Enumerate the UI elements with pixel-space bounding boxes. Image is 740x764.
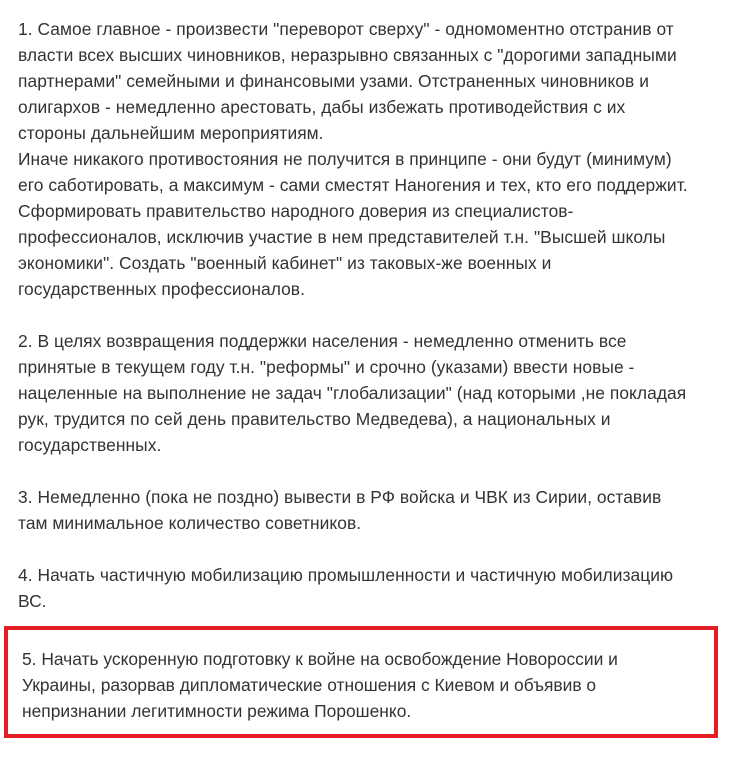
text-line: экономики". Создать "военный кабинет" из таковых-же военных и: [18, 253, 552, 273]
text-line: 2. В целях возвращения поддержки населения - немедленно отменить все: [18, 331, 627, 351]
paragraph-4: [18, 562, 730, 614]
text-line: рук, трудится по сей день правительство Медведева), а национальных и: [18, 409, 611, 429]
document-body: [18, 16, 730, 640]
text-line: Украины, разорвав дипломатические отношения с Киевом и объявив о: [22, 675, 597, 695]
paragraph-5: [22, 646, 618, 724]
text-line: Иначе никакого противостояния не получится в принципе - они будут (минимум): [18, 149, 672, 169]
text-line: ВС.: [18, 591, 47, 611]
paragraph-2: [18, 328, 730, 458]
text-line: государственных.: [18, 435, 162, 455]
text-line: стороны дальнейшим мероприятиям.: [18, 123, 324, 143]
text-line: 1. Самое главное - произвести "переворот сверху" - одномоментно отстранив от: [18, 19, 674, 39]
text-line: государственных профессионалов.: [18, 279, 305, 299]
text-line: принятые в текущем году т.н. "реформы" и срочно (указами) ввести новые -: [18, 357, 635, 377]
text-line: нацеленные на выполнение не задач "глобализации" (над которыми ,не покладая: [18, 383, 687, 403]
text-line: 5. Начать ускоренную подготовку к войне на освобождение Новороссии и: [22, 649, 618, 669]
text-line: там минимальное количество советников.: [18, 513, 362, 533]
paragraph-3: [18, 484, 730, 536]
text-line: власти всех высших чиновников, неразрывно связанных с "дорогими западными: [18, 45, 677, 65]
text-line: профессионалов, исключив участие в нем представителей т.н. "Высшей школы: [18, 227, 666, 247]
text-line: его саботировать, а максимум - сами сместят Наногения и тех, кто его поддержит.: [18, 175, 688, 195]
text-line: олигархов - немедленно арестовать, дабы избежать противодействия с их: [18, 97, 626, 117]
text-line: партнерами" семейными и финансовыми узами. Отстраненных чиновников и: [18, 71, 649, 91]
text-line: Сформировать правительство народного доверия из специалистов-: [18, 201, 574, 221]
text-line: непризнании легитимности режима Порошенко.: [22, 701, 412, 721]
text-line: 4. Начать частичную мобилизацию промышленности и частичную мобилизацию: [18, 565, 674, 585]
highlighted-paragraph-box: [4, 626, 718, 738]
paragraph-1: [18, 16, 730, 302]
text-line: 3. Немедленно (пока не поздно) вывести в РФ войска и ЧВК из Сирии, оставив: [18, 487, 662, 507]
